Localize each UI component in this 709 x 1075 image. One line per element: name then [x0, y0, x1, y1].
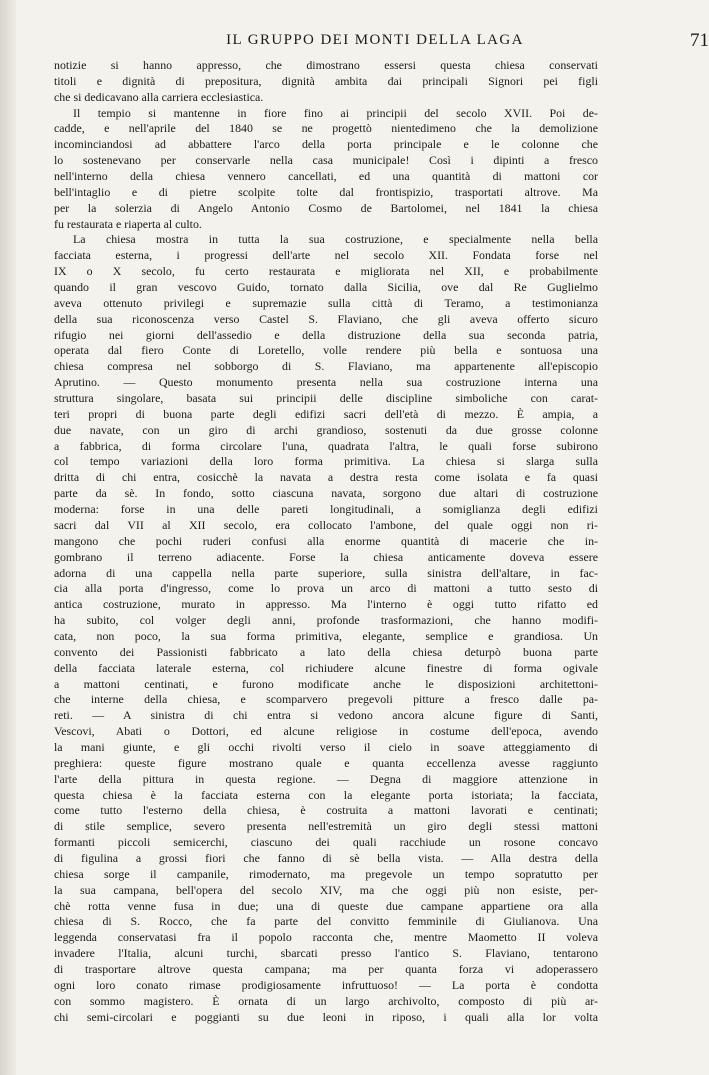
text-line: due navate, con un giro di archi grandioso, sostenuti da due grosse colonne	[54, 422, 598, 437]
body-text	[54, 58, 598, 1025]
text-line: titoli e dignità di prepositura, dignità ambita dai principali Signori pei figli	[54, 73, 598, 88]
text-line: moderna: forse in una delle pareti longitudinali, a somiglianza degli edifizi	[54, 502, 598, 517]
text-line: fu restaurata e riaperta al culto.	[54, 216, 202, 231]
text-line: con sommo magistero. È ornata di un largo archivolto, composto di più ar-	[54, 993, 598, 1008]
text-line: reti. — A sinistra di chi entra si vedono ancora alcune figure di Santi,	[54, 708, 598, 723]
text-line: teri propri di buona parte degli edifizi sacri dell'età di mezzo. È ampia, a	[54, 406, 598, 421]
text-line: convento dei Passionisti fabbricato a lato della chiesa deturpò buona parte	[54, 644, 598, 659]
text-line: lo sostenevano per conservarle nella casa municipale! Così i dipinti a fresco	[54, 153, 598, 168]
text-line: la sua campana, bell'opera del secolo XIV, ma che oggi più non esiste, per-	[54, 882, 598, 897]
text-line: ogni loro conato rimase prodigiosamente infruttuoso! — La porta è condotta	[54, 977, 598, 992]
text-line: chiesa compresa nel sobborgo di S. Flaviano, ma appartenente all'episcopio	[54, 359, 598, 374]
text-line: operata dal fiero Conte di Loretello, volle rendere più bella e sontuosa una	[54, 343, 598, 358]
text-line: rifugio nei giorni dell'assedio e della distruzione della sua seconda patria,	[54, 327, 598, 342]
text-line: che interne della chiesa, e scomparvero pregevoli pitture a fresco dalle pa-	[54, 692, 598, 707]
text-line: parte da sè. In fondo, sotto ciascuna navata, sorgono due altari di costruzione	[54, 486, 598, 501]
text-line: a fabbrica, di forma circolare l'una, quadrata l'altra, le quali forse subirono	[54, 438, 598, 453]
text-line: chè rotta venne fusa in due; una di queste due campane appartiene ora alla	[54, 898, 598, 913]
text-line: bell'intaglio e di pietre scolpite tolte dal frontispizio, trasportati altrove. Ma	[54, 184, 598, 199]
text-line: questa chiesa è la facciata esterna con la elegante porta istoriata; la facciata,	[54, 787, 598, 802]
text-line: cia alla porta d'ingresso, come lo prova un arco di mattoni a tutto sesto di	[54, 581, 598, 596]
page-number: 71	[690, 30, 709, 51]
text-line: quando il gran vescovo Guido, tornato dalla Sicilia, ove dal Re Guglielmo	[54, 280, 598, 295]
text-line: adorna di una cappella nella parte superiore, sulla sinistra dell'altare, in fac-	[54, 565, 598, 580]
running-title: IL GRUPPO DEI MONTI DELLA LAGA	[226, 32, 524, 48]
text-line: ha subito, col volger degli anni, profonde trasformazioni, che hanno modifi-	[54, 613, 598, 628]
text-line: della facciata laterale esterna, col richiudere alcune finestre di forma ogivale	[54, 660, 598, 675]
text-line: come tutto l'esterno della chiesa, è costruita a mattoni lavorati e centinati;	[54, 803, 598, 818]
text-line: chi semi-circolari e poggianti su due leoni in riposo, i quali alla lor volta	[54, 1009, 598, 1024]
text-line: struttura singolare, basata sui principii delle discipline simboliche con carat-	[54, 391, 598, 406]
text-line: cadde, e nell'aprile del 1840 se ne progettò nientedimeno che la demolizione	[54, 121, 598, 136]
text-line: a mattoni centinati, e furono modificate anche le disposizioni architettoni-	[54, 676, 598, 691]
text-line: IX o X secolo, fu certo restaurata e migliorata nel XII, e probabilmente	[54, 264, 598, 279]
text-line: Il tempio si mantenne in fiore fino ai principii del secolo XVII. Poi de-	[73, 105, 598, 120]
text-line: col tempo variazioni della loro forma primitiva. La chiesa si slarga sulla	[54, 454, 598, 469]
text-line: aveva ottenuto privilegi e supremazie sulla città di Teramo, a testimonianza	[54, 295, 598, 310]
running-header	[95, 30, 709, 56]
text-line: notizie si hanno appresso, che dimostrano essersi questa chiesa conservati	[54, 58, 598, 72]
text-line: gombrano il terreno adiacente. Forse la chiesa anticamente doveva essere	[54, 549, 598, 564]
text-line: incominciandosi ad abbattere l'arco della porta principale e le colonne che	[54, 137, 598, 152]
text-line: per la solerzia di Angelo Antonio Cosmo de Bartolomei, nel 1841 la chiesa	[54, 200, 598, 215]
text-line: mangono che pochi ruderi confusi alla enorme quantità di macerie che in-	[54, 533, 598, 548]
text-line: leggenda conservatasi fra il popolo racconta che, mentre Maometto II voleva	[54, 930, 598, 945]
text-line: chiesa di S. Rocco, che fa parte del convitto femminile di Giulianova. Una	[54, 914, 598, 929]
text-line: della sua riconoscenza verso Castel S. Flaviano, che gli aveva offerto sicuro	[54, 311, 598, 326]
text-line: La chiesa mostra in tutta la sua costruzione, e specialmente nella bella	[73, 232, 598, 247]
text-line: Vescovi, Abati o Dottori, ed alcune religiose in costume dell'epoca, avendo	[54, 724, 598, 739]
text-line: preghiera: queste figure mostrano quale e quanta eccellenza avesse raggiunto	[54, 755, 598, 770]
text-line: nell'interno della chiesa vennero cancellati, ed una quantità di mattoni cor	[54, 169, 598, 184]
text-line: facciata esterna, i progressi dell'arte nel secolo XII. Fondata forse nel	[54, 248, 598, 263]
text-line: cata, non poco, la sua forma primitiva, elegante, semplice e grandiosa. Un	[54, 628, 598, 643]
text-line: di figulina a grossi fiori che fanno di sè bella vista. — Alla destra della	[54, 850, 598, 865]
text-line: di stile semplice, severo presenta nell'estremità un giro degli stessi mattoni	[54, 819, 598, 834]
text-line: formanti piccoli semicerchi, ciascuno dei quali racchiude un rosone concavo	[54, 835, 598, 850]
text-line: invadere l'Italia, alcuni turchi, sbarcati presso l'antico S. Flaviano, tentarono	[54, 946, 598, 961]
text-line: antica costruzione, murato in appresso. Ma l'interno è oggi tutto rifatto ed	[54, 597, 598, 612]
text-line: la mani giunte, e gli occhi rivolti verso il cielo in soave atteggiamento di	[54, 739, 598, 754]
text-line: l'arte della pittura in questa regione. — Degna di maggiore attenzione in	[54, 771, 598, 786]
text-line: Aprutino. — Questo monumento presenta nella sua costruzione interna una	[54, 375, 598, 390]
text-line: sacri dal VII al XII secolo, era collocato l'ambone, del quale oggi non ri-	[54, 517, 598, 532]
page-binding-shadow	[0, 0, 16, 1075]
text-line: che si dedicavano alla carriera ecclesiastica.	[54, 89, 264, 104]
text-line: di trasportare altrove questa campana; ma per quanta forza vi adoperassero	[54, 961, 598, 976]
text-line: dritta di chi entra, cosicchè la navata a destra resta come isolata e fa quasi	[54, 470, 598, 485]
text-line: chiesa sorge il campanile, rimodernato, ma pregevole un tempo sopratutto per	[54, 866, 598, 881]
